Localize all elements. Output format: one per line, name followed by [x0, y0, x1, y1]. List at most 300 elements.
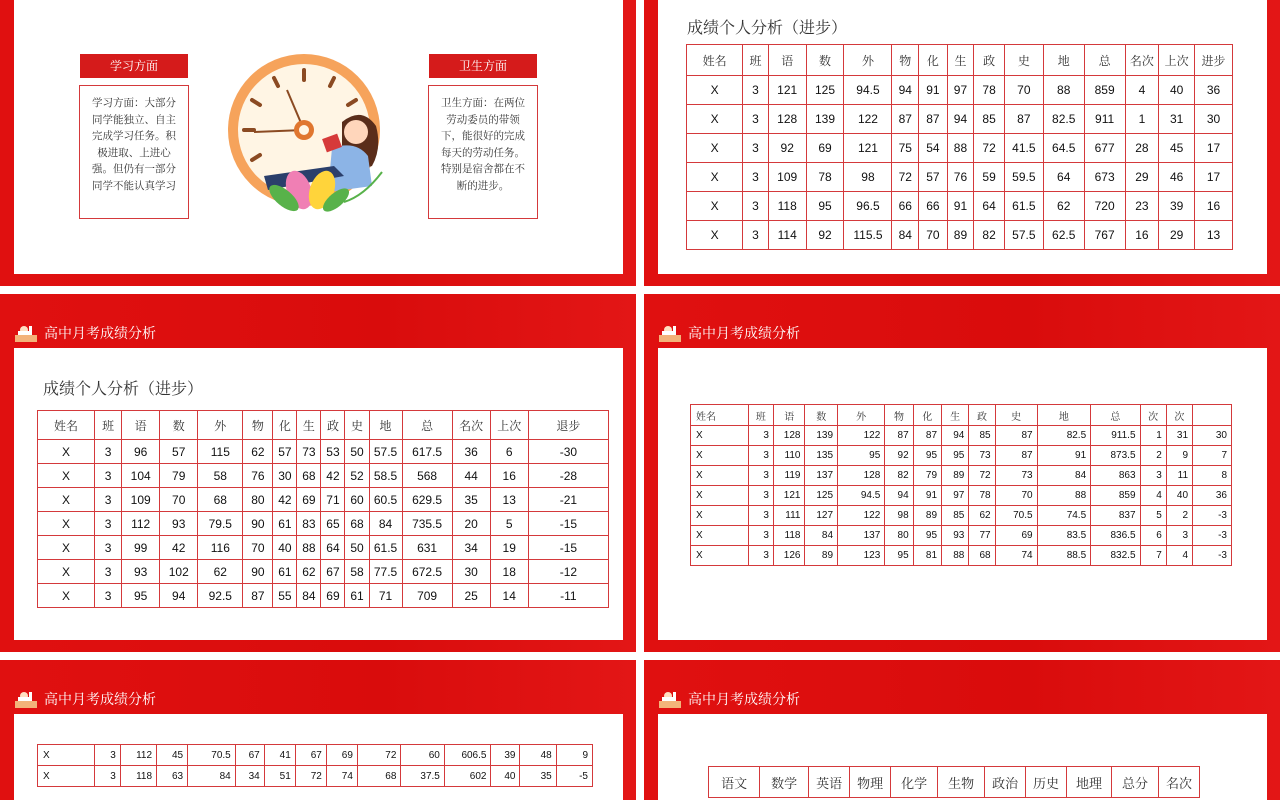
table-cell: 94.5	[844, 76, 892, 105]
table-cell: 121	[773, 486, 805, 506]
table-cell: 3	[748, 486, 773, 506]
header-cell: 总分	[1111, 767, 1158, 798]
table-cell: 3	[748, 526, 773, 546]
table-cell: 92	[885, 446, 913, 466]
table-cell: 42	[273, 488, 297, 512]
header-cell: 生	[942, 405, 969, 426]
header-cell: 数	[805, 405, 838, 426]
table-cell: 61	[273, 512, 297, 536]
header-cell: 史	[345, 411, 369, 440]
table-cell: 90	[243, 560, 273, 584]
ranking-table	[690, 404, 1232, 566]
table-cell: X	[687, 221, 743, 250]
table-cell: 118	[773, 526, 805, 546]
table-cell: 65	[321, 512, 345, 536]
table-cell: 78	[969, 486, 995, 506]
table-cell: 709	[402, 584, 452, 608]
table-row	[691, 486, 1232, 506]
table-cell: 85	[969, 426, 995, 446]
table-header-row	[38, 411, 609, 440]
table-cell: 51	[264, 766, 295, 787]
table-cell: 41.5	[1004, 134, 1043, 163]
table-cell: 123	[838, 546, 885, 566]
table-cell: 87	[1004, 105, 1043, 134]
header-cell: 班	[743, 45, 769, 76]
table-cell: 93	[160, 512, 198, 536]
table-cell: 45	[157, 745, 188, 766]
table-cell: 673	[1084, 163, 1125, 192]
table-cell: 4	[1140, 486, 1166, 506]
slide-3-panel	[14, 348, 623, 640]
header-cell: 政	[974, 45, 1005, 76]
table-cell: X	[687, 105, 743, 134]
table-cell: X	[691, 486, 749, 506]
table-cell: 94	[947, 105, 974, 134]
table-cell: 64	[321, 536, 345, 560]
table-row	[38, 512, 609, 536]
table-cell: 93	[942, 526, 969, 546]
header-cell: 数	[806, 45, 844, 76]
table-cell: 67	[295, 745, 326, 766]
table-cell: 94	[942, 426, 969, 446]
table-cell: -15	[528, 512, 608, 536]
table-cell: 16	[490, 464, 528, 488]
table-cell: 94	[160, 584, 198, 608]
header-cell: 史	[995, 405, 1037, 426]
table-cell: 95	[885, 546, 913, 566]
table-cell: 735.5	[402, 512, 452, 536]
table-cell: 672.5	[402, 560, 452, 584]
slide-2-panel	[658, 0, 1267, 274]
table-cell: 125	[805, 486, 838, 506]
table-row	[687, 221, 1233, 250]
table-cell: 95	[806, 192, 844, 221]
table-cell: 19	[490, 536, 528, 560]
header-cell: 语文	[709, 767, 760, 798]
header-cell: 物理	[850, 767, 891, 798]
table-cell: 61	[273, 560, 297, 584]
table-cell: 40	[1159, 76, 1195, 105]
table-cell: 4	[1166, 546, 1192, 566]
table-cell: 122	[838, 506, 885, 526]
table-cell: 78	[974, 76, 1005, 105]
table-cell: 5	[490, 512, 528, 536]
table-cell: 122	[844, 105, 892, 134]
table-cell: 58	[198, 464, 243, 488]
table-cell: -3	[1193, 526, 1232, 546]
table-cell: 126	[773, 546, 805, 566]
table-row	[691, 446, 1232, 466]
table-cell: 34	[235, 766, 264, 787]
table-cell: 67	[235, 745, 264, 766]
table-cell: 13	[1195, 221, 1233, 250]
table-cell: 42	[160, 536, 198, 560]
table-cell: 62	[297, 560, 321, 584]
reading-student-icon	[658, 323, 682, 343]
slide-title	[14, 687, 156, 711]
table-cell: 36	[452, 440, 490, 464]
table-cell: 62.5	[1043, 221, 1084, 250]
table-cell: X	[691, 526, 749, 546]
table-cell: 89	[942, 466, 969, 486]
header-cell: 化	[273, 411, 297, 440]
table-cell: 677	[1084, 134, 1125, 163]
table-cell: 96.5	[844, 192, 892, 221]
table-cell: -28	[528, 464, 608, 488]
table-cell: 115.5	[844, 221, 892, 250]
hygiene-label: 卫生方面	[429, 54, 537, 78]
table-cell: 1	[1125, 105, 1159, 134]
table-cell: 3	[743, 221, 769, 250]
table-cell: 94	[885, 486, 913, 506]
table-cell: X	[38, 536, 95, 560]
table-cell: 767	[1084, 221, 1125, 250]
header-cell: 政	[969, 405, 995, 426]
slide-3	[0, 294, 636, 652]
table-cell: 62	[198, 560, 243, 584]
table-cell: 122	[838, 426, 885, 446]
table-cell: 832.5	[1091, 546, 1140, 566]
table-cell: 9	[556, 745, 592, 766]
table-cell: 5	[1140, 506, 1166, 526]
table-cell: 118	[120, 766, 156, 787]
slide-2	[644, 0, 1280, 286]
table-cell: 135	[805, 446, 838, 466]
table-cell: X	[687, 163, 743, 192]
table-row	[38, 766, 593, 787]
header-cell: 政	[321, 411, 345, 440]
header-cell: 名次	[452, 411, 490, 440]
table-cell: 116	[198, 536, 243, 560]
table-cell: 84	[805, 526, 838, 546]
table-cell: 57.5	[369, 440, 402, 464]
table-cell: 20	[452, 512, 490, 536]
table-cell: 73	[969, 446, 995, 466]
table-cell: X	[691, 446, 749, 466]
table-cell: 85	[974, 105, 1005, 134]
table-row	[687, 192, 1233, 221]
table-cell: 6	[490, 440, 528, 464]
table-cell: 63	[157, 766, 188, 787]
table-cell: 57	[273, 440, 297, 464]
table-cell: 60	[401, 745, 444, 766]
table-cell: 110	[773, 446, 805, 466]
table-cell: 90	[243, 512, 273, 536]
header-cell: 语	[122, 411, 160, 440]
table-header-row	[687, 45, 1233, 76]
table-cell: X	[687, 192, 743, 221]
table-cell: 8	[1193, 466, 1232, 486]
table-cell: 911.5	[1091, 426, 1140, 446]
table-cell: 109	[768, 163, 806, 192]
table-cell: 70.5	[995, 506, 1037, 526]
table-row	[687, 105, 1233, 134]
table-cell: 863	[1091, 466, 1140, 486]
table-cell: 57	[160, 440, 198, 464]
header-cell: 历史	[1026, 767, 1067, 798]
table-cell: 3	[748, 546, 773, 566]
header-cell: 史	[1004, 45, 1043, 76]
table-cell: 81	[913, 546, 941, 566]
table-cell: 88	[297, 536, 321, 560]
table-cell: X	[687, 134, 743, 163]
header-cell: 化	[919, 45, 948, 76]
table-cell: 82	[885, 466, 913, 486]
header-cell: 地	[1043, 45, 1084, 76]
table-row	[691, 506, 1232, 526]
table-cell: 837	[1091, 506, 1140, 526]
table-cell: 16	[1195, 192, 1233, 221]
table-cell: 98	[844, 163, 892, 192]
table-cell: -21	[528, 488, 608, 512]
table-cell: 50	[345, 536, 369, 560]
slide-5	[0, 660, 636, 800]
table-cell: 83.5	[1037, 526, 1091, 546]
table-cell: 102	[160, 560, 198, 584]
table-cell: -30	[528, 440, 608, 464]
table-cell: 127	[805, 506, 838, 526]
table-cell: 4	[1125, 76, 1159, 105]
table-cell: X	[691, 546, 749, 566]
table-cell: 3	[95, 536, 122, 560]
table-cell: 14	[490, 584, 528, 608]
table-cell: 71	[321, 488, 345, 512]
table-cell: 95	[942, 446, 969, 466]
table-cell: 55	[273, 584, 297, 608]
table-cell: 68	[357, 766, 400, 787]
table-cell: 29	[1125, 163, 1159, 192]
table-cell: 78	[806, 163, 844, 192]
header-cell: 退步	[528, 411, 608, 440]
table-cell: 73	[995, 466, 1037, 486]
table-cell: 91	[919, 76, 948, 105]
table-cell: 859	[1084, 76, 1125, 105]
table-cell: 70.5	[188, 745, 236, 766]
header-cell: 政治	[985, 767, 1026, 798]
table-cell: 61.5	[1004, 192, 1043, 221]
slide-title	[14, 321, 156, 345]
header-cell: 总	[1091, 405, 1140, 426]
table-cell: 95	[913, 446, 941, 466]
table-cell: 69	[995, 526, 1037, 546]
table-cell: 30	[273, 464, 297, 488]
table-cell: 7	[1140, 546, 1166, 566]
table-cell: 95	[838, 446, 885, 466]
table-cell: 34	[452, 536, 490, 560]
table-row	[38, 560, 609, 584]
table-cell: 94.5	[838, 486, 885, 506]
table-cell: 94	[892, 76, 919, 105]
header-cell: 地	[369, 411, 402, 440]
table-cell: 3	[1166, 526, 1192, 546]
table-cell: 88	[1037, 486, 1091, 506]
table-cell: 125	[806, 76, 844, 105]
table-cell: 87	[243, 584, 273, 608]
slide-1	[0, 0, 636, 286]
table-cell: 88	[942, 546, 969, 566]
table-cell: 72	[295, 766, 326, 787]
table-cell: 54	[919, 134, 948, 163]
table-cell: 911	[1084, 105, 1125, 134]
table-cell: 18	[490, 560, 528, 584]
header-cell: 总	[1084, 45, 1125, 76]
table-cell: 95	[122, 584, 160, 608]
table-row	[691, 546, 1232, 566]
table-cell: X	[691, 506, 749, 526]
slide-6	[644, 660, 1280, 800]
table-cell: 606.5	[444, 745, 491, 766]
table-cell: 70	[919, 221, 948, 250]
table-cell: 30	[452, 560, 490, 584]
header-cell: 化	[913, 405, 941, 426]
table-cell: 89	[947, 221, 974, 250]
table-cell: 30	[1195, 105, 1233, 134]
table-cell: 31	[1166, 426, 1192, 446]
table-cell: 92.5	[198, 584, 243, 608]
table-cell: 40	[1166, 486, 1192, 506]
table-cell: 3	[95, 488, 122, 512]
slide-6-panel	[658, 714, 1267, 800]
table-cell: -11	[528, 584, 608, 608]
table-cell: 3	[743, 134, 769, 163]
table-cell: 2	[1166, 506, 1192, 526]
table-cell: 3	[748, 506, 773, 526]
table-cell: 112	[120, 745, 156, 766]
table-cell: 85	[942, 506, 969, 526]
table-cell: 52	[345, 464, 369, 488]
table-cell: 75	[892, 134, 919, 163]
table-cell: 44	[452, 464, 490, 488]
header-cell: 生	[297, 411, 321, 440]
table-cell: 3	[748, 426, 773, 446]
table-cell: 61	[345, 584, 369, 608]
table-cell: 84	[892, 221, 919, 250]
header-cell: 进步	[1195, 45, 1233, 76]
table-cell: 36	[1195, 76, 1233, 105]
table-cell: 62	[1043, 192, 1084, 221]
study-note: 学习方面：大部分同学能独立、自主完成学习任务。积极进取、上进心强。但仍有一部分同学不能认真学习	[79, 85, 189, 219]
table-cell: 6	[1140, 526, 1166, 546]
table-cell: X	[38, 464, 95, 488]
table-cell: 87	[913, 426, 941, 446]
slide-1-panel	[14, 0, 623, 274]
table-cell: 836.5	[1091, 526, 1140, 546]
study-label: 学习方面	[80, 54, 188, 78]
table-row	[687, 76, 1233, 105]
table-cell: 9	[1166, 446, 1192, 466]
header-cell: 名次	[1159, 767, 1200, 798]
table-cell: 67	[321, 560, 345, 584]
table-cell: X	[38, 584, 95, 608]
table-cell: 58.5	[369, 464, 402, 488]
table-cell: -12	[528, 560, 608, 584]
table-cell: 35	[452, 488, 490, 512]
table-cell: 57	[919, 163, 948, 192]
header-cell: 次	[1166, 405, 1192, 426]
progress-table	[686, 44, 1233, 250]
table-row	[687, 134, 1233, 163]
table-cell: 631	[402, 536, 452, 560]
table-cell: 87	[919, 105, 948, 134]
header-cell: 姓名	[687, 45, 743, 76]
table-cell: 31	[1159, 105, 1195, 134]
table-cell: 84	[297, 584, 321, 608]
table-cell: 139	[806, 105, 844, 134]
table-cell: 37.5	[401, 766, 444, 787]
table-cell: 70	[1004, 76, 1043, 105]
header-cell: 名次	[1125, 45, 1159, 76]
table-cell: 3	[94, 766, 120, 787]
header-cell: 地	[1037, 405, 1091, 426]
table-cell: 3	[95, 512, 122, 536]
table-row	[38, 440, 609, 464]
table-cell: 3	[743, 163, 769, 192]
header-cell: 数	[160, 411, 198, 440]
table-cell: 77.5	[369, 560, 402, 584]
table-cell: 82.5	[1043, 105, 1084, 134]
table-cell: 68	[969, 546, 995, 566]
table-cell: 568	[402, 464, 452, 488]
header-cell: 上次	[490, 411, 528, 440]
table-cell: 72	[357, 745, 400, 766]
table-row	[691, 526, 1232, 546]
header-cell: 生物	[938, 767, 985, 798]
table-cell: 58	[345, 560, 369, 584]
table-cell: 137	[838, 526, 885, 546]
table-cell: X	[687, 76, 743, 105]
table-cell: 88.5	[1037, 546, 1091, 566]
table-cell: 114	[768, 221, 806, 250]
table-row	[38, 745, 593, 766]
table-cell: 59	[974, 163, 1005, 192]
table-header-row	[709, 767, 1200, 798]
table-cell: 74.5	[1037, 506, 1091, 526]
table-cell: -15	[528, 536, 608, 560]
header-cell: 物	[243, 411, 273, 440]
table-cell: 69	[297, 488, 321, 512]
table-cell: 3	[743, 192, 769, 221]
table-cell: 873.5	[1091, 446, 1140, 466]
table-cell: 128	[768, 105, 806, 134]
table-cell: 3	[743, 105, 769, 134]
table-cell: 77	[969, 526, 995, 546]
table-cell: 118	[768, 192, 806, 221]
table-cell: 3	[95, 440, 122, 464]
table-cell: 91	[947, 192, 974, 221]
table-cell: 139	[805, 426, 838, 446]
table-cell: 88	[947, 134, 974, 163]
section-heading: 成绩个人分析（进步）	[43, 379, 204, 398]
table-cell: 40	[273, 536, 297, 560]
table-cell: 3	[748, 446, 773, 466]
table-cell: 137	[805, 466, 838, 486]
table-cell: X	[38, 766, 95, 787]
table-cell: 859	[1091, 486, 1140, 506]
table-cell: 3	[94, 745, 120, 766]
table-cell: 720	[1084, 192, 1125, 221]
table-cell: 23	[1125, 192, 1159, 221]
table-cell: 3	[95, 560, 122, 584]
slide-4	[644, 294, 1280, 652]
table-cell: 70	[160, 488, 198, 512]
slide-title-text: 高中月考成绩分析	[44, 692, 156, 708]
table-cell: 64.5	[1043, 134, 1084, 163]
table-cell: X	[38, 745, 95, 766]
table-cell: 61.5	[369, 536, 402, 560]
table-cell: X	[38, 560, 95, 584]
header-cell: 外	[198, 411, 243, 440]
table-cell: 2	[1140, 446, 1166, 466]
